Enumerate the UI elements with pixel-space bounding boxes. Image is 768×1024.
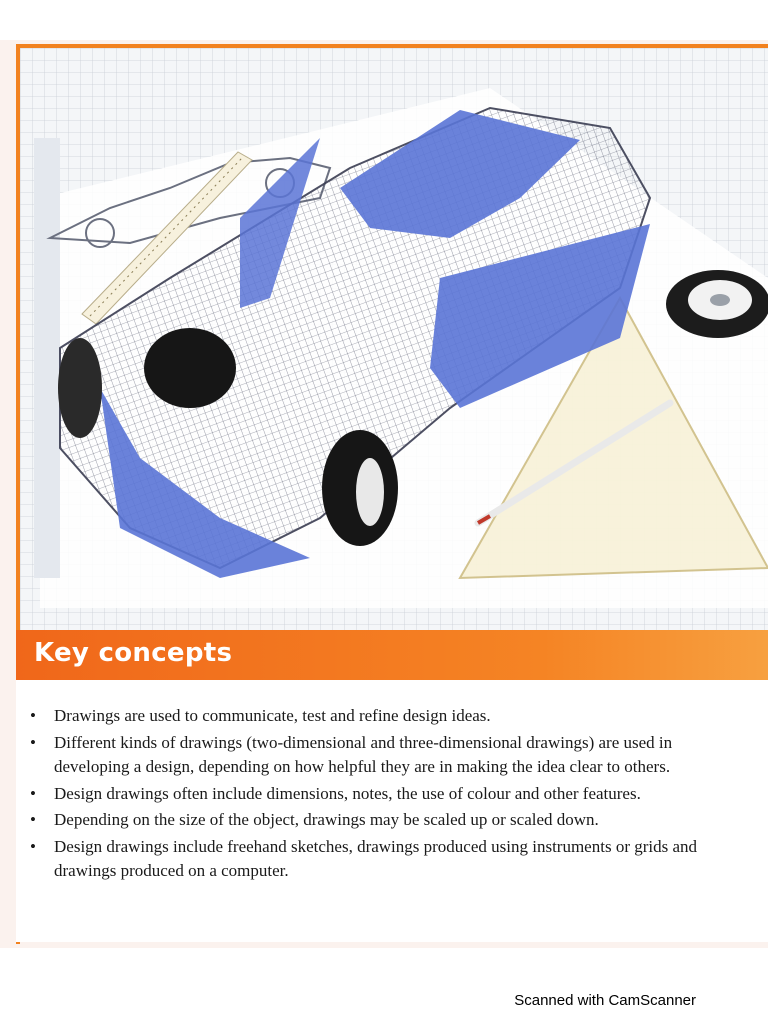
bullet-icon: • [30,783,36,803]
key-concepts-banner [16,630,768,680]
concept-text: Drawings are used to communicate, test and refine design ideas. [54,706,491,725]
bullet-icon: • [30,732,36,752]
concept-item [16,808,750,833]
concept-text: Design drawings include freehand sketches, drawings produced using instruments or grids and drawings produced on a computer. [54,836,698,880]
concept-item [16,704,750,729]
bullet-icon: • [30,810,36,829]
concept-text: Design drawings often include dimensions, notes, the use of colour and other features. [54,783,641,803]
concept-text: Depending on the size of the object, drawings may be scaled up or scaled down. [54,810,599,829]
concept-item [16,835,750,884]
bullet-icon: • [30,706,36,725]
section-title: Key concepts [34,638,233,668]
concept-text: Different kinds of drawings (two-dimensional and three-dimensional drawings) are used in developing a design, depending on how helpful they are in making the idea clear to others. [54,732,673,776]
bullet-icon: • [30,836,36,856]
concept-item [16,782,750,807]
concepts-list [16,680,768,884]
concept-item [16,731,750,780]
scanner-watermark: Scanned with CamScanner [514,992,696,1009]
key-concepts-box [16,680,768,942]
